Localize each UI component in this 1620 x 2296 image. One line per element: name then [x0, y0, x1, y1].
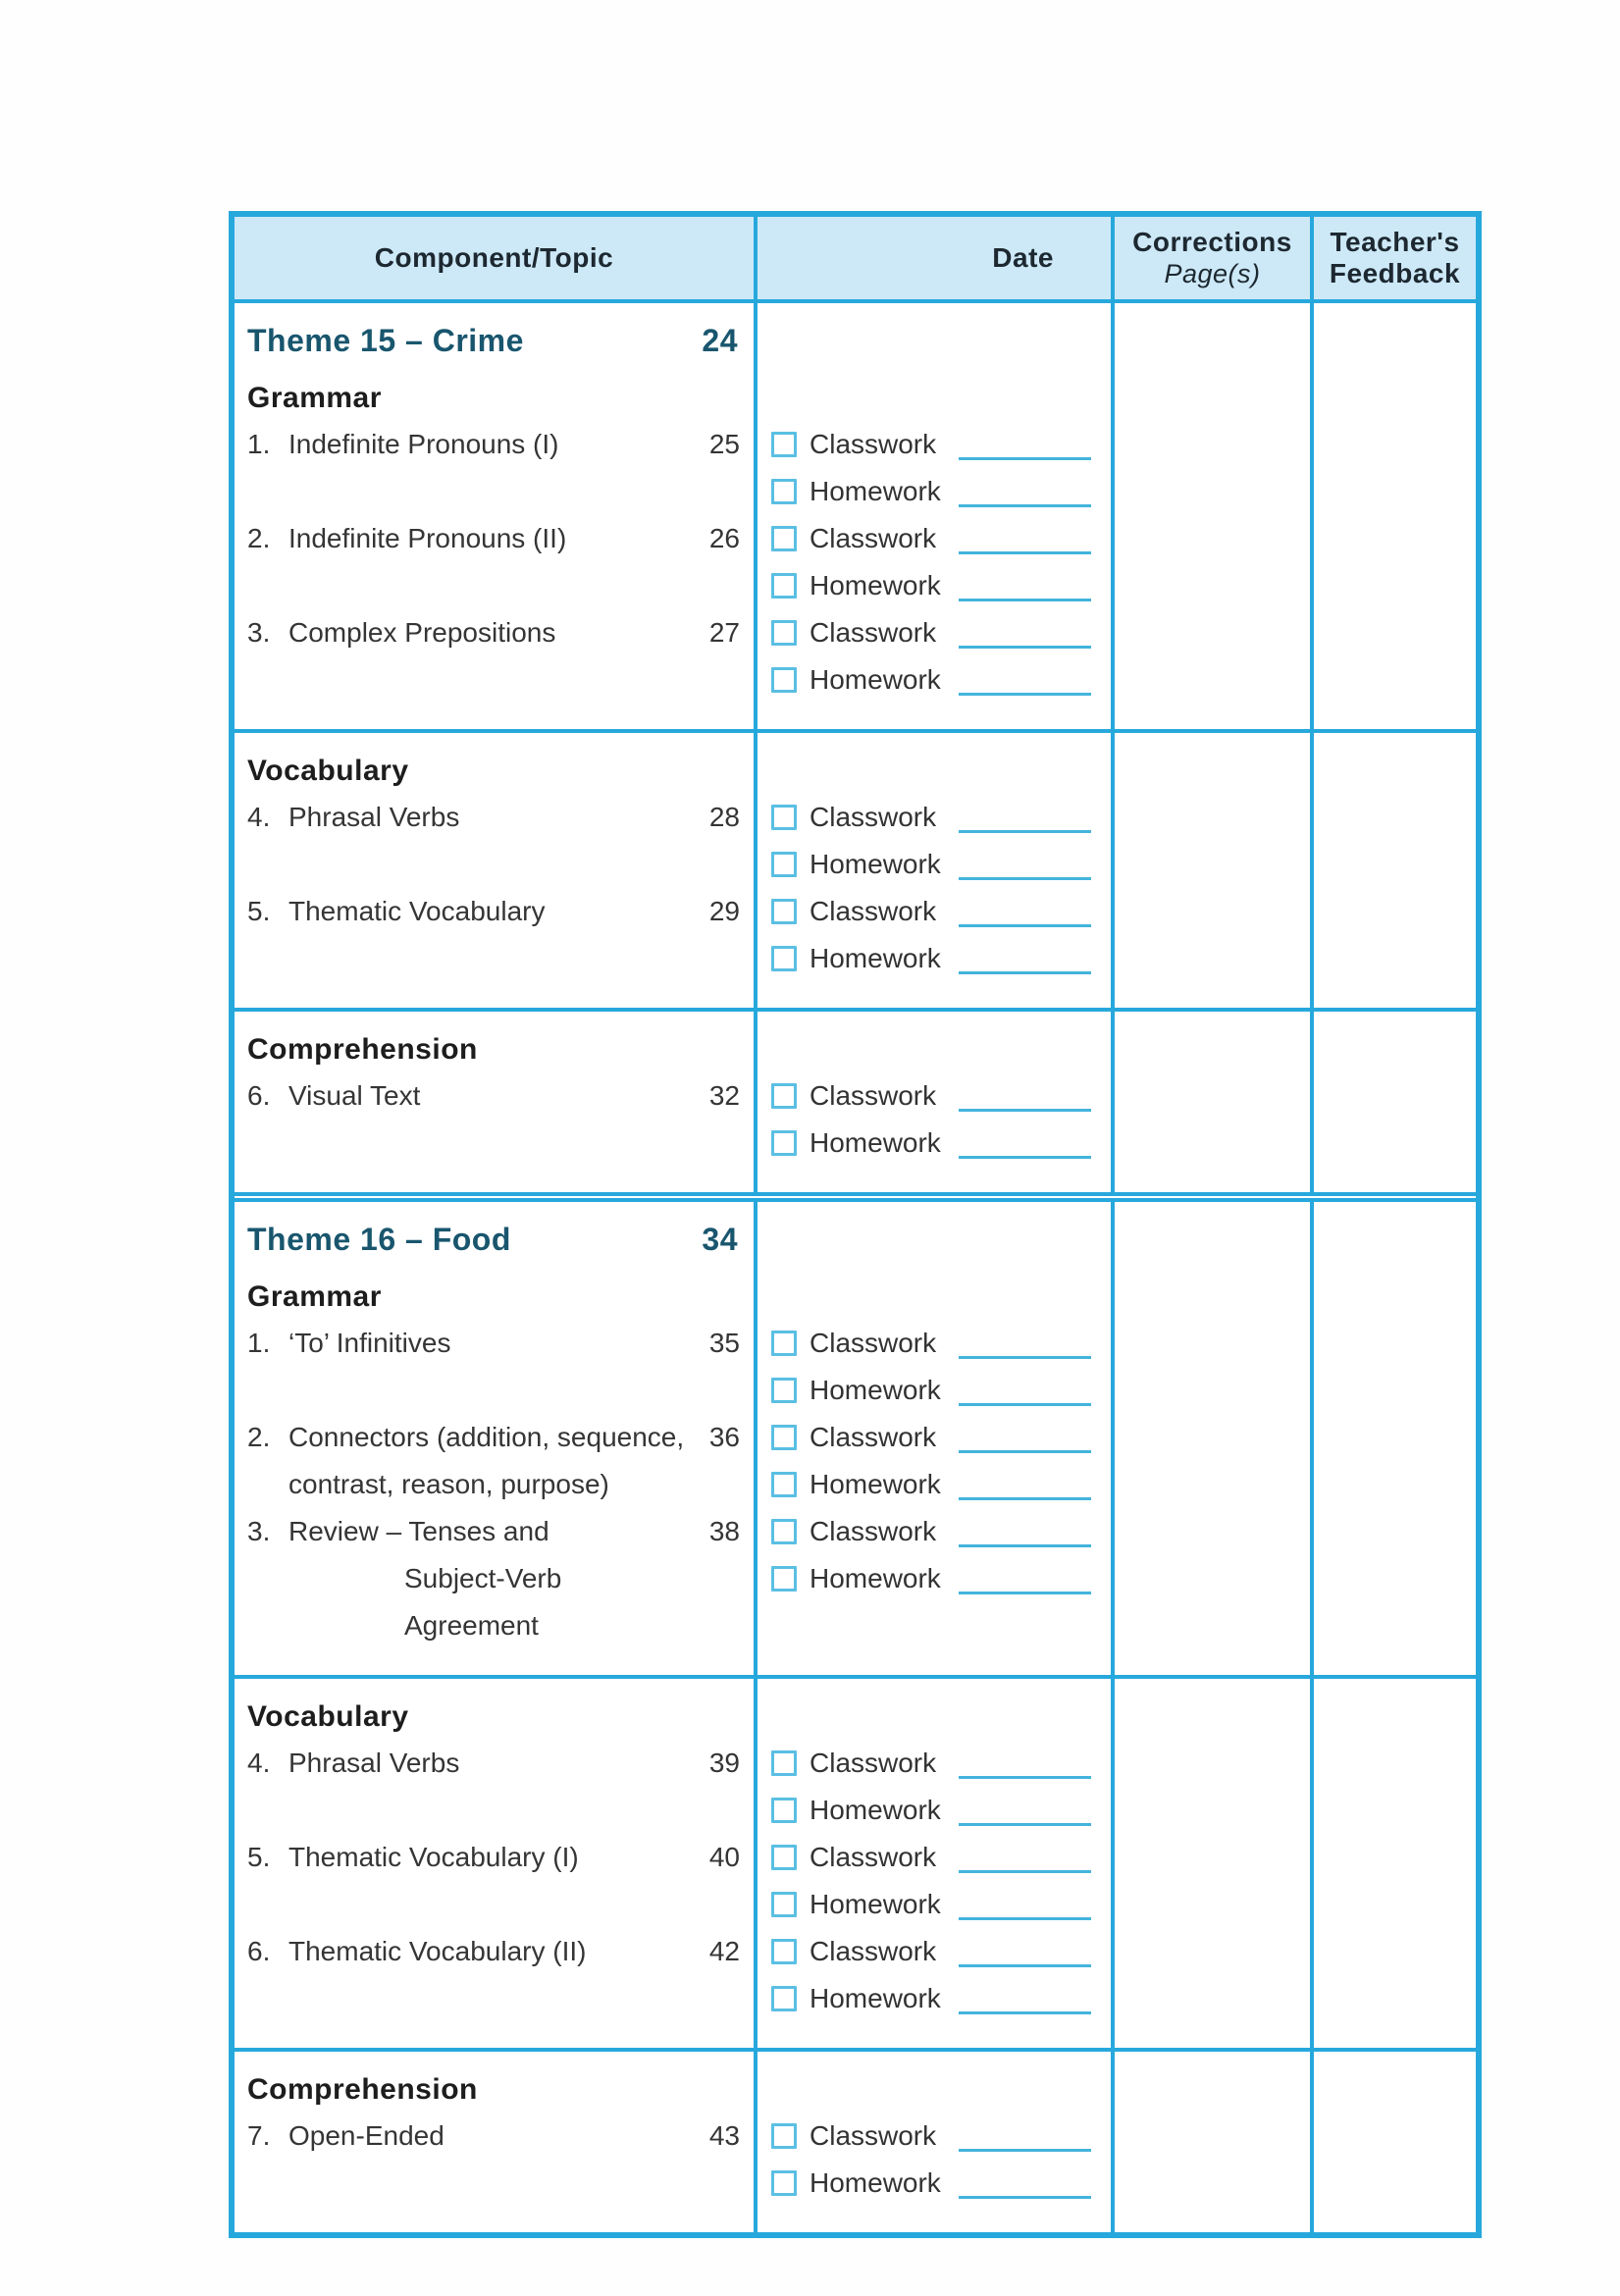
homework-row	[758, 656, 1111, 704]
homework-label: Homework	[810, 1795, 941, 1825]
item-number: 1.	[247, 429, 271, 459]
classwork-checkbox[interactable]	[771, 2123, 797, 2149]
homework-row	[758, 1975, 1111, 2022]
classwork-row	[758, 888, 1111, 935]
feedback-cell[interactable]	[1314, 733, 1476, 1008]
item-row	[247, 1414, 740, 1461]
date-line[interactable]	[959, 2011, 1091, 2014]
feedback-cell[interactable]	[1314, 2052, 1476, 2232]
item-title: Indefinite Pronouns (II)	[288, 523, 567, 553]
date-line[interactable]	[959, 1109, 1091, 1112]
item-number: 6.	[247, 1080, 271, 1111]
item-row	[247, 1072, 740, 1120]
homework-checkbox[interactable]	[771, 1798, 797, 1823]
date-line[interactable]	[959, 1823, 1091, 1826]
header-date: Date	[758, 217, 1115, 299]
homework-row	[758, 562, 1111, 609]
item-number: 7.	[247, 2120, 271, 2151]
item-page: 39	[708, 1748, 740, 1778]
section-label-comprehension: Comprehension	[247, 2073, 478, 2106]
date-column	[758, 2052, 1115, 2232]
item-page: 42	[708, 1936, 740, 1966]
item-number: 5.	[247, 1842, 271, 1872]
classwork-row	[758, 2113, 1111, 2160]
item-row	[247, 794, 740, 841]
section-theme15-comprehension	[235, 1012, 1476, 1196]
date-line[interactable]	[959, 1156, 1091, 1159]
header-teacher-feedback	[1314, 217, 1476, 299]
date-line[interactable]	[959, 1544, 1091, 1547]
item-row	[247, 1508, 740, 1555]
item-title: Visual Text	[288, 1080, 421, 1111]
homework-checkbox[interactable]	[771, 2170, 797, 2196]
header-teacher-line2: Feedback	[1329, 258, 1461, 288]
theme16-title-row	[247, 1218, 740, 1275]
date-line[interactable]	[959, 1870, 1091, 1873]
homework-label: Homework	[810, 1127, 941, 1158]
item-page: 40	[708, 1842, 740, 1872]
homework-row	[758, 1555, 1111, 1602]
date-line[interactable]	[959, 2149, 1091, 2152]
header-corrections	[1115, 217, 1314, 299]
classwork-label: Classwork	[810, 429, 937, 459]
item-title: Thematic Vocabulary (II)	[288, 1936, 587, 1966]
item-row	[247, 1834, 740, 1881]
section-theme16-vocabulary	[235, 1679, 1476, 2052]
date-line[interactable]	[959, 1592, 1091, 1594]
item-title: Indefinite Pronouns (I)	[288, 429, 559, 459]
item-row	[247, 515, 740, 562]
item-row	[247, 609, 740, 656]
classwork-label: Classwork	[810, 523, 937, 553]
classwork-label: Classwork	[810, 1748, 937, 1778]
homework-checkbox[interactable]	[771, 1566, 797, 1592]
homework-row	[758, 1367, 1111, 1414]
theme15-title: Theme 15 – Crime	[247, 323, 524, 358]
classwork-checkbox[interactable]	[771, 1519, 797, 1544]
homework-row	[758, 2160, 1111, 2207]
item-page: 35	[708, 1328, 740, 1358]
homework-checkbox[interactable]	[771, 1892, 797, 1917]
classwork-label: Classwork	[810, 617, 937, 648]
classwork-row	[758, 1508, 1111, 1555]
theme16-title: Theme 16 – Food	[247, 1222, 511, 1257]
theme15-title-row	[247, 319, 740, 376]
feedback-cell[interactable]	[1314, 1012, 1476, 1192]
item-row	[247, 1320, 740, 1367]
date-line[interactable]	[959, 504, 1091, 507]
item-row	[247, 2113, 740, 2160]
item-number: 1.	[247, 1328, 271, 1358]
classwork-row	[758, 421, 1111, 468]
corrections-cell[interactable]	[1115, 2052, 1314, 2232]
date-line[interactable]	[959, 1356, 1091, 1359]
classwork-checkbox[interactable]	[771, 1750, 797, 1776]
section-theme16-comprehension	[235, 2052, 1476, 2232]
date-line[interactable]	[959, 1450, 1091, 1453]
item-title: Phrasal Verbs	[288, 802, 460, 832]
homework-checkbox[interactable]	[771, 1986, 797, 2011]
classwork-checkbox[interactable]	[771, 1939, 797, 1964]
homework-checkbox[interactable]	[771, 1130, 797, 1156]
date-line[interactable]	[959, 646, 1091, 649]
header-component-topic: Component/Topic	[235, 217, 758, 299]
homework-row	[758, 841, 1111, 888]
item-row	[247, 421, 740, 468]
classwork-checkbox[interactable]	[771, 526, 797, 551]
classwork-row	[758, 1928, 1111, 1975]
item-page: 27	[708, 617, 740, 648]
corrections-cell[interactable]	[1115, 1679, 1314, 2048]
section-label-vocabulary: Vocabulary	[247, 1700, 409, 1733]
item-title: ‘To’ Infinitives	[288, 1328, 451, 1358]
item-page: 28	[708, 802, 740, 832]
classwork-checkbox[interactable]	[771, 1331, 797, 1356]
item-title: Review – Tenses and	[288, 1516, 549, 1546]
feedback-cell[interactable]	[1314, 1679, 1476, 2048]
section-theme16-grammar	[235, 1202, 1476, 1679]
section-label-comprehension: Comprehension	[247, 1033, 478, 1066]
header-teacher-line1: Teacher's	[1330, 226, 1460, 257]
item-row	[247, 1740, 740, 1787]
item-title-continuation: contrast, reason, purpose)	[288, 1469, 609, 1499]
date-column	[758, 1012, 1115, 1192]
homework-label: Homework	[810, 664, 941, 695]
item-page: 26	[708, 523, 740, 553]
homework-checkbox[interactable]	[771, 852, 797, 877]
progress-record-table	[229, 211, 1482, 2238]
item-row	[247, 1928, 740, 1975]
section-label-vocabulary: Vocabulary	[247, 755, 409, 787]
theme16-page: 34	[702, 1222, 738, 1257]
date-column	[758, 1202, 1115, 1675]
feedback-cell[interactable]	[1314, 1202, 1476, 1675]
item-title-continuation: Agreement	[404, 1610, 539, 1641]
item-page: 43	[708, 2120, 740, 2151]
theme15-page: 24	[702, 323, 738, 358]
table-header-row	[235, 217, 1476, 303]
classwork-row	[758, 609, 1111, 656]
homework-row	[758, 935, 1111, 982]
date-column	[758, 733, 1115, 1008]
item-number: 6.	[247, 1936, 271, 1966]
homework-row	[758, 1120, 1111, 1167]
item-page: 36	[708, 1422, 740, 1452]
item-page: 38	[708, 1516, 740, 1546]
item-title: Open-Ended	[288, 2120, 444, 2151]
date-line[interactable]	[959, 2196, 1091, 2199]
homework-row	[758, 468, 1111, 515]
item-title: Connectors (addition, sequence,	[288, 1422, 685, 1452]
item-title: Thematic Vocabulary (I)	[288, 1842, 579, 1872]
homework-checkbox[interactable]	[771, 946, 797, 971]
classwork-label: Classwork	[810, 802, 937, 832]
classwork-checkbox[interactable]	[771, 899, 797, 924]
date-column	[758, 1679, 1115, 2048]
date-line[interactable]	[959, 1964, 1091, 1967]
corrections-cell[interactable]	[1115, 733, 1314, 1008]
homework-checkbox[interactable]	[771, 1472, 797, 1497]
date-line[interactable]	[959, 693, 1091, 696]
corrections-cell[interactable]	[1115, 1012, 1314, 1192]
date-line[interactable]	[959, 877, 1091, 880]
homework-label: Homework	[810, 1889, 941, 1919]
item-row	[247, 888, 740, 935]
section-label-grammar: Grammar	[247, 1280, 382, 1313]
date-column	[758, 303, 1115, 729]
date-line[interactable]	[959, 971, 1091, 974]
homework-label: Homework	[810, 570, 941, 600]
classwork-row	[758, 515, 1111, 562]
homework-row	[758, 1881, 1111, 1928]
classwork-checkbox[interactable]	[771, 1083, 797, 1109]
item-title: Phrasal Verbs	[288, 1748, 460, 1778]
item-page: 32	[708, 1080, 740, 1111]
header-corrections-line2: Page(s)	[1164, 258, 1261, 288]
classwork-label: Classwork	[810, 1328, 937, 1358]
homework-checkbox[interactable]	[771, 1378, 797, 1403]
classwork-row	[758, 1834, 1111, 1881]
classwork-label: Classwork	[810, 1842, 937, 1872]
classwork-row	[758, 1414, 1111, 1461]
classwork-checkbox[interactable]	[771, 1425, 797, 1450]
classwork-checkbox[interactable]	[771, 805, 797, 830]
section-theme15-grammar	[235, 303, 1476, 733]
homework-label: Homework	[810, 2167, 941, 2198]
classwork-checkbox[interactable]	[771, 432, 797, 457]
date-line[interactable]	[959, 551, 1091, 554]
classwork-row	[758, 1072, 1111, 1120]
homework-label: Homework	[810, 849, 941, 879]
date-line[interactable]	[959, 830, 1091, 833]
homework-label: Homework	[810, 943, 941, 973]
date-line[interactable]	[959, 924, 1091, 927]
date-line[interactable]	[959, 1917, 1091, 1920]
item-number: 4.	[247, 802, 271, 832]
homework-row	[758, 1461, 1111, 1508]
homework-checkbox[interactable]	[771, 479, 797, 504]
corrections-cell[interactable]	[1115, 303, 1314, 729]
date-line[interactable]	[959, 599, 1091, 601]
homework-row	[758, 1787, 1111, 1834]
classwork-label: Classwork	[810, 1936, 937, 1966]
section-theme15-vocabulary	[235, 733, 1476, 1012]
date-line[interactable]	[959, 1497, 1091, 1500]
classwork-row	[758, 1740, 1111, 1787]
item-title-continuation: Subject-Verb	[404, 1563, 562, 1593]
item-number: 3.	[247, 617, 271, 648]
classwork-checkbox[interactable]	[771, 1845, 797, 1870]
date-line[interactable]	[959, 457, 1091, 460]
classwork-label: Classwork	[810, 2120, 937, 2151]
homework-label: Homework	[810, 1983, 941, 2013]
classwork-label: Classwork	[810, 1080, 937, 1111]
item-page: 29	[708, 896, 740, 926]
corrections-cell[interactable]	[1115, 1202, 1314, 1675]
item-number: 2.	[247, 1422, 271, 1452]
classwork-label: Classwork	[810, 896, 937, 926]
homework-label: Homework	[810, 1563, 941, 1593]
classwork-label: Classwork	[810, 1516, 937, 1546]
item-title: Complex Prepositions	[288, 617, 556, 648]
item-number: 2.	[247, 523, 271, 553]
header-corrections-line1: Corrections	[1132, 227, 1292, 258]
homework-checkbox[interactable]	[771, 573, 797, 599]
feedback-cell[interactable]	[1314, 303, 1476, 729]
homework-label: Homework	[810, 1375, 941, 1405]
classwork-label: Classwork	[810, 1422, 937, 1452]
item-title: Thematic Vocabulary	[288, 896, 546, 926]
section-label-grammar: Grammar	[247, 382, 382, 414]
date-line[interactable]	[959, 1776, 1091, 1779]
item-number: 4.	[247, 1748, 271, 1778]
date-line[interactable]	[959, 1403, 1091, 1406]
item-page: 25	[708, 429, 740, 459]
item-number: 5.	[247, 896, 271, 926]
classwork-row	[758, 1320, 1111, 1367]
homework-label: Homework	[810, 476, 941, 506]
homework-checkbox[interactable]	[771, 667, 797, 693]
item-number: 3.	[247, 1516, 271, 1546]
classwork-checkbox[interactable]	[771, 620, 797, 646]
classwork-row	[758, 794, 1111, 841]
homework-label: Homework	[810, 1469, 941, 1499]
